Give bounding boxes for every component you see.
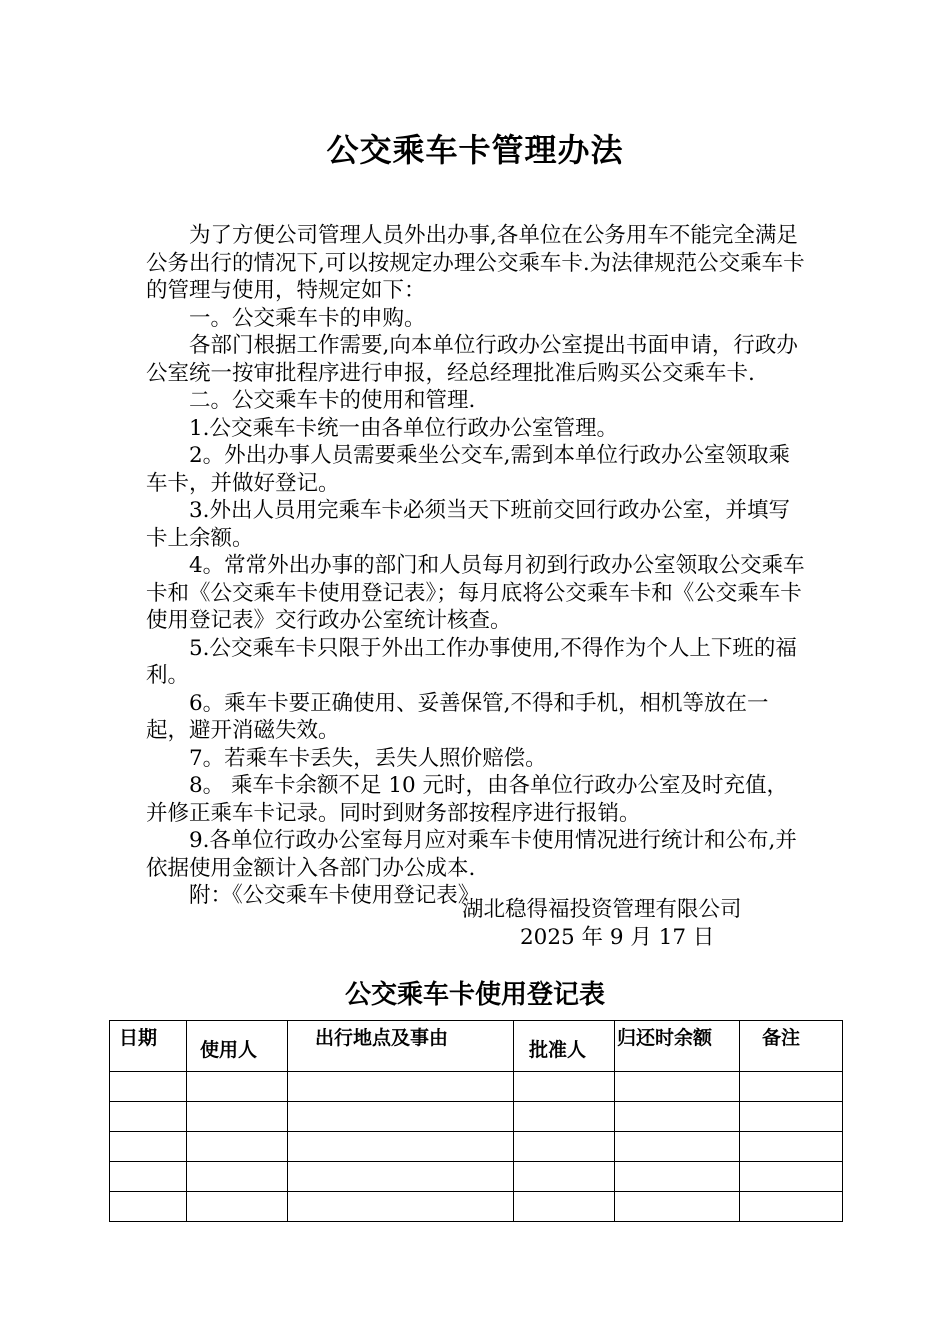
rule-item-5: 5.公交乘车卡只限于外出工作办事使用,不得作为个人上下班的福利。 (146, 635, 797, 688)
header-approver (514, 1021, 615, 1072)
table-cell[interactable] (514, 1162, 615, 1192)
table-cell[interactable] (615, 1102, 740, 1132)
rule-item-3: 3.外出人员用完乘车卡必须当天下班前交回行政办公室，并填写卡上余额。 (146, 498, 791, 551)
table-cell[interactable] (288, 1192, 514, 1222)
table-cell[interactable] (615, 1162, 740, 1192)
table-row (110, 1192, 843, 1222)
table-cell[interactable] (514, 1102, 615, 1132)
table-cell[interactable] (288, 1072, 514, 1102)
header-destination-reason (288, 1021, 514, 1072)
table-title: 公交乘车卡使用登记表 (344, 980, 605, 1010)
table-row (110, 1072, 843, 1102)
rule-item-7: 7。若乘车卡丢失，丢失人照价赔偿。 (189, 745, 547, 771)
table-cell[interactable] (740, 1192, 843, 1222)
header-date-label: 日期 (119, 1027, 158, 1049)
table-cell[interactable] (514, 1072, 615, 1102)
table-row (110, 1162, 843, 1192)
table-cell[interactable] (740, 1102, 843, 1132)
rule-item-1: 1.公交乘车卡统一由各单位行政办公室管理。 (189, 415, 619, 441)
header-user-label: 使用人 (200, 1039, 258, 1061)
header-user (187, 1021, 288, 1072)
table-cell[interactable] (288, 1102, 514, 1132)
rule-item-4: 4。常常外出办事的部门和人员每月初到行政办公室领取公交乘车卡和《公交乘车卡使用登记表》；每月底将公交乘车卡和《公交乘车卡使用登记表》交行政办公室统计核查。 (146, 553, 805, 633)
table-cell[interactable] (740, 1132, 843, 1162)
purchase-paragraph: 各部门根据工作需要,向本单位行政办公室提出书面申请，行政办公室统一按审批程序进行申报，经总经理批准后购买公交乘车卡. (146, 333, 798, 386)
signature-company: 湖北稳得福投资管理有限公司 (462, 897, 742, 922)
document-title: 公交乘车卡管理办法 (326, 131, 624, 169)
table-cell[interactable] (615, 1132, 740, 1162)
table-cell[interactable] (110, 1162, 187, 1192)
table-cell[interactable] (514, 1132, 615, 1162)
table-cell[interactable] (110, 1192, 187, 1222)
rule-item-6: 6。乘车卡要正确使用、妥善保管,不得和手机，相机等放在一起，避开消磁失效。 (146, 690, 769, 743)
attachment-note: 附：《公交乘车卡使用登记表》 (189, 883, 480, 908)
table-cell[interactable] (288, 1132, 514, 1162)
table-cell[interactable] (110, 1072, 187, 1102)
header-return-balance (615, 1021, 740, 1072)
rule-item-9: 9.各单位行政办公室每月应对乘车卡使用情况进行统计和公布,并依据使用金额计入各部门办公成本. (146, 828, 797, 881)
signature-date: 2025 年 9 月 17 日 (520, 924, 715, 950)
table-cell[interactable] (110, 1102, 187, 1132)
document-body (146, 222, 806, 910)
table-cell[interactable] (187, 1102, 288, 1132)
rule-item-8: 8。 乘车卡余额不足 10 元时，由各单位行政办公室及时充值，并修正乘车卡记录。同时到财务部按程序进行报销。 (146, 773, 789, 826)
table-row (110, 1102, 843, 1132)
usage-log-table (109, 1020, 843, 1222)
intro-paragraph: 为了方便公司管理人员外出办事,各单位在公务用车不能完全满足公务出行的情况下,可以按规定办理公交乘车卡.为法律规范公交乘车卡的管理与使用，特规定如下： (146, 223, 805, 303)
section-heading-purchase: 一。公交乘车卡的申购。 (189, 305, 426, 331)
signature-block (440, 896, 800, 951)
table-cell[interactable] (187, 1132, 288, 1162)
table-header-row (110, 1021, 843, 1072)
table-cell[interactable] (187, 1192, 288, 1222)
table-cell[interactable] (187, 1072, 288, 1102)
table-cell[interactable] (110, 1132, 187, 1162)
header-date (110, 1021, 187, 1072)
table-body (110, 1072, 843, 1222)
table-cell[interactable] (740, 1072, 843, 1102)
header-approver-label: 批准人 (529, 1039, 587, 1061)
rule-item-2: 2。外出办事人员需要乘坐公交车,需到本单位行政办公室领取乘车卡，并做好登记。 (146, 443, 791, 496)
table-cell[interactable] (615, 1192, 740, 1222)
table-cell[interactable] (514, 1192, 615, 1222)
table-cell[interactable] (187, 1162, 288, 1192)
table-cell[interactable] (288, 1162, 514, 1192)
table-cell[interactable] (740, 1162, 843, 1192)
header-destination-reason-label: 出行地点及事由 (315, 1027, 449, 1049)
section-heading-usage: 二。公交乘车卡的使用和管理. (189, 388, 476, 413)
header-remarks-label: 备注 (762, 1027, 801, 1049)
header-remarks (740, 1021, 843, 1072)
table-cell[interactable] (615, 1072, 740, 1102)
table-row (110, 1132, 843, 1162)
header-return-balance-label: 归还时余额 (617, 1027, 713, 1049)
